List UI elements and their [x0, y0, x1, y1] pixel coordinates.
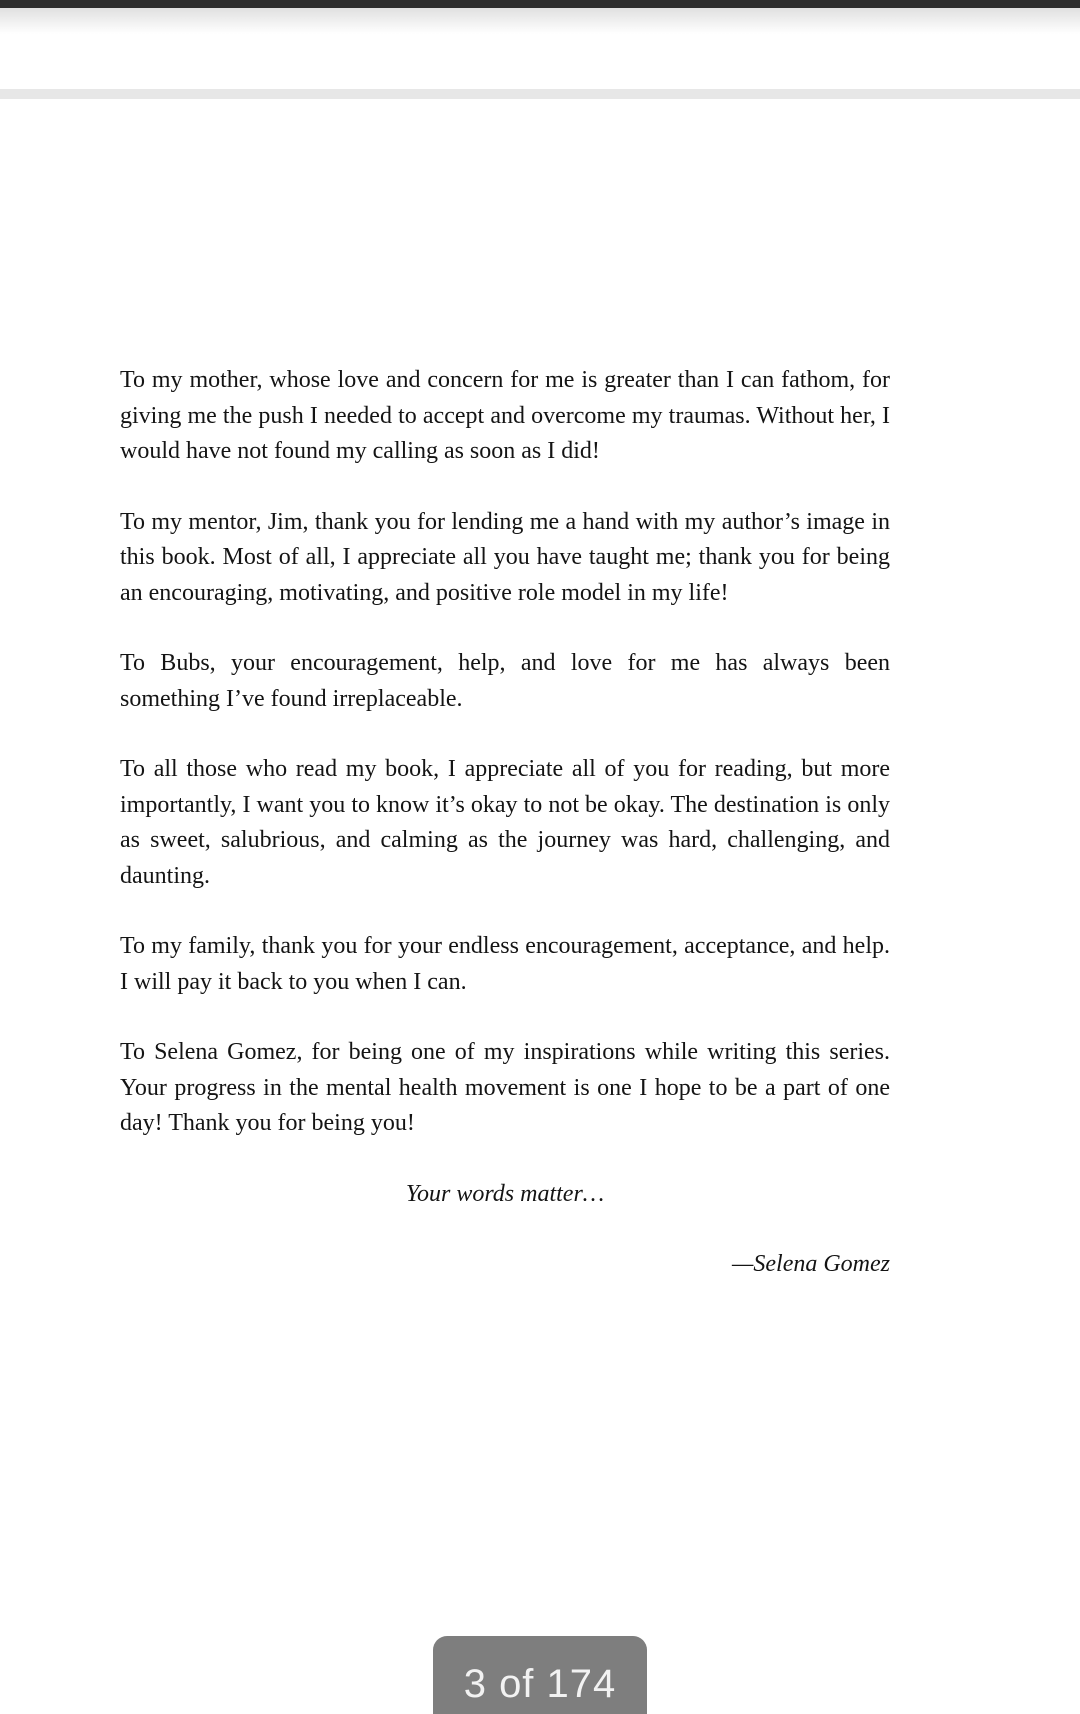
window-top-bar [0, 0, 1080, 8]
page-indicator-label: 3 of 174 [463, 1661, 617, 1706]
tagline: Your words matter… [405, 1180, 605, 1207]
attribution: —Selena Gomez [732, 1251, 890, 1277]
acknowledgment-paragraph: To my family, thank you for your endless encouragement, acceptance, and help. I will pay it back to you when I can. [120, 933, 890, 995]
acknowledgment-paragraph: To my mother, whose love and concern for me is greater than I can fathom, for giving me the push I needed to accept and overcome my traumas. Without her, I would have not found my calling as soon as I did! [120, 367, 890, 464]
toolbar-separator [0, 89, 1080, 99]
acknowledgment-paragraph: To my mentor, Jim, thank you for lending me a hand with my author’s image in this book. Most of all, I appreciate all you have taught me; thank you for being an encouraging, motivating, and positive role model in my life! [120, 508, 890, 606]
toolbar-shadow [0, 8, 1080, 34]
acknowledgment-paragraph: To Bubs, your encouragement, help, and love for me has always been something I’ve found irreplaceable. [120, 650, 890, 712]
acknowledgment-paragraph: To all those who read my book, I appreciate all of you for reading, but more importantly, I want you to know it’s okay to not be okay. The destination is only as sweet, salubrious, and calming as the journey was hard, challenging, and daunting. [120, 756, 890, 889]
page-indicator-badge [433, 1636, 647, 1714]
book-page[interactable] [0, 99, 1080, 1714]
acknowledgment-paragraph: To Selena Gomez, for being one of my inspirations while writing this series. Your progress in the mental health movement is one I hope to be a part of one day! Thank you for being you! [120, 1039, 890, 1136]
acknowledgments-text [120, 99, 890, 1283]
reader-toolbar-area [0, 8, 1080, 89]
